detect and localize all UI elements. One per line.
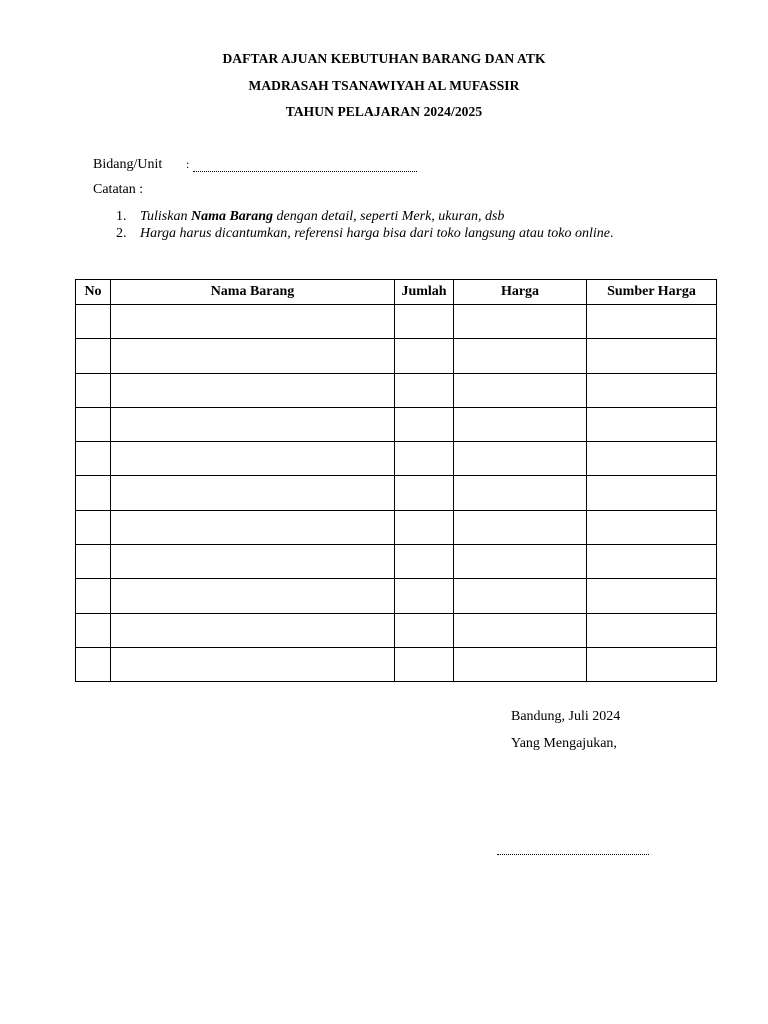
cell-no[interactable] [76,339,111,373]
document-title: DAFTAR AJUAN KEBUTUHAN BARANG DAN ATK [222,51,546,66]
cell-harga[interactable] [454,510,587,544]
cell-harga[interactable] [454,545,587,579]
catatan-label: Catatan : [93,182,144,197]
cell-harga[interactable] [454,442,587,476]
cell-harga[interactable] [454,373,587,407]
cell-harga[interactable] [454,579,587,613]
cell-no[interactable] [76,647,111,681]
cell-jumlah[interactable] [395,339,454,373]
note-text-end: . [610,226,614,241]
cell-no[interactable] [76,510,111,544]
cell-sumber-harga[interactable] [587,545,717,579]
cell-sumber-harga[interactable] [587,647,717,681]
cell-harga[interactable] [454,339,587,373]
cell-nama-barang[interactable] [111,442,395,476]
header-no: No [76,280,111,305]
cell-sumber-harga[interactable] [587,339,717,373]
cell-no[interactable] [76,476,111,510]
cell-no[interactable] [76,613,111,647]
cell-harga[interactable] [454,476,587,510]
cell-no[interactable] [76,442,111,476]
header-jumlah: Jumlah [395,280,454,305]
note-number: 1. [116,209,127,224]
bidang-unit-fill-line[interactable] [193,171,417,172]
cell-nama-barang[interactable] [111,339,395,373]
note-text-pre: Tuliskan [140,209,191,224]
cell-nama-barang[interactable] [111,305,395,339]
applicant-label: Yang Mengajukan, [511,736,617,751]
cell-no[interactable] [76,373,111,407]
cell-sumber-harga[interactable] [587,613,717,647]
cell-sumber-harga[interactable] [587,305,717,339]
cell-jumlah[interactable] [395,407,454,441]
cell-nama-barang[interactable] [111,407,395,441]
table-row [76,579,717,613]
cell-harga[interactable] [454,305,587,339]
bidang-unit-label: Bidang/Unit [93,157,163,172]
cell-jumlah[interactable] [395,510,454,544]
note-text-bold: Nama Barang [190,209,274,224]
cell-jumlah[interactable] [395,305,454,339]
cell-jumlah[interactable] [395,373,454,407]
cell-nama-barang[interactable] [111,647,395,681]
cell-nama-barang[interactable] [111,373,395,407]
table-row [76,545,717,579]
table-row [76,339,717,373]
cell-sumber-harga[interactable] [587,442,717,476]
cell-jumlah[interactable] [395,476,454,510]
header-nama-barang: Nama Barang [111,280,395,305]
cell-nama-barang[interactable] [111,545,395,579]
note-item-2 [116,226,614,242]
table-row [76,476,717,510]
note-number: 2. [116,226,127,241]
cell-sumber-harga[interactable] [587,373,717,407]
cell-no[interactable] [76,305,111,339]
cell-no[interactable] [76,545,111,579]
table-row [76,305,717,339]
cell-sumber-harga[interactable] [587,407,717,441]
cell-nama-barang[interactable] [111,613,395,647]
cell-sumber-harga[interactable] [587,510,717,544]
table-row [76,510,717,544]
cell-harga[interactable] [454,647,587,681]
cell-nama-barang[interactable] [111,579,395,613]
academic-year: TAHUN PELAJARAN 2024/2025 [285,104,483,119]
cell-sumber-harga[interactable] [587,476,717,510]
cell-nama-barang[interactable] [111,510,395,544]
place-date: Bandung, Juli 2024 [511,709,621,724]
cell-harga[interactable] [454,613,587,647]
cell-no[interactable] [76,407,111,441]
school-name: MADRASAH TSANAWIYAH AL MUFASSIR [248,78,520,93]
table-header-row [76,280,717,305]
cell-jumlah[interactable] [395,613,454,647]
cell-jumlah[interactable] [395,647,454,681]
cell-jumlah[interactable] [395,579,454,613]
note-item-1 [116,209,504,225]
items-table [75,279,717,682]
table-row [76,442,717,476]
header-harga: Harga [454,280,587,305]
signature-line[interactable] [497,854,649,855]
table-body [76,305,717,682]
note-text: Harga harus dicantumkan, referensi harga bisa dari toko langsung atau toko online [140,226,611,241]
table-row [76,647,717,681]
table-row [76,407,717,441]
header-sumber-harga: Sumber Harga [587,280,717,305]
cell-jumlah[interactable] [395,545,454,579]
table-row [76,373,717,407]
cell-harga[interactable] [454,407,587,441]
cell-sumber-harga[interactable] [587,579,717,613]
bidang-unit-colon: : [186,157,190,171]
cell-nama-barang[interactable] [111,476,395,510]
table-row [76,613,717,647]
cell-no[interactable] [76,579,111,613]
cell-jumlah[interactable] [395,442,454,476]
note-text-post: dengan detail, seperti Merk, ukuran, dsb [273,209,505,224]
